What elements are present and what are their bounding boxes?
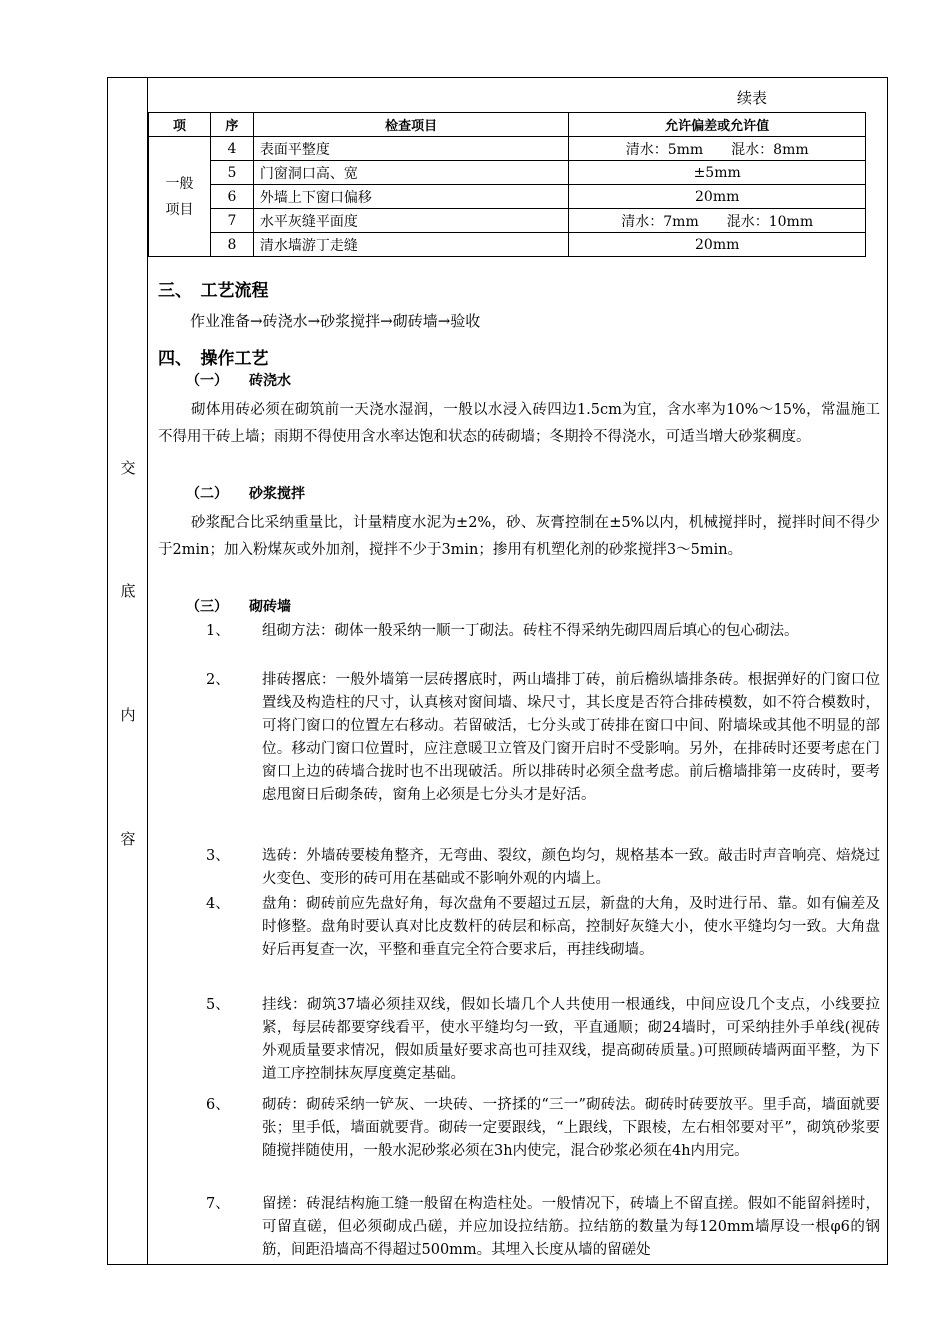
item-number: 7、 (206, 1196, 230, 1212)
row-no: 4 (210, 137, 253, 161)
continued-label: 续表 (737, 89, 768, 107)
row-value: 清水：5mm 混水：8mm (569, 137, 866, 161)
row-value: 20mm (569, 185, 866, 209)
item-number: 6、 (206, 1097, 230, 1113)
subsection-title: （三） 砌砖墙 (186, 599, 291, 615)
row-no: 5 (210, 161, 253, 185)
section-title: 三、 工艺流程 (158, 281, 269, 301)
item-text: 组砌方法：砌体一般采纳一顺一丁砌法。砖柱不得采纳先砌四周后填心的包心砌法。 (262, 623, 799, 639)
item-text: 选砖：外墙砖要棱角整齐，无弯曲、裂纹，颜色均匀，规格基本一致。敲击时声音响亮、焙烧过火变色、变形的砖可用在基础或不影响外观的内墙上。 (262, 848, 880, 887)
table-row (149, 137, 866, 161)
item-text: 排砖撂底：一般外墙第一层砖撂底时，两山墙排丁砖，前后檐纵墙排条砖。根据弹好的门窗口位置线及构造柱的尺寸，认真核对窗间墙、垛尺寸，其长度是否符合排砖模数，如不符合模数时，可将门窗口的位置左右移动。若留破活，七分头或丁砖排在窗口中间、附墙垛或其他不明显的部位。移动门窗口位置时，应注意暖卫立管及门窗开启时不受影响。另外，在排砖时还要考虑在门窗口上边的砖墙合拢时也不出现破活。所以排砖时必须全盘考虑。前后檐墙排第一皮砖时，要考虑甩窗日后砌条砖，窗角上必须是七分头才是好活。 (262, 672, 880, 803)
subsection-title: （一） 砖浇水 (186, 373, 291, 389)
list-item (158, 1193, 880, 1263)
row-no: 6 (210, 185, 253, 209)
list-item (158, 845, 880, 891)
header-check: 检查项目 (253, 113, 568, 137)
table-header-row (149, 113, 866, 137)
group-label: 一般项目 (149, 137, 211, 257)
side-char: 底 (120, 582, 136, 600)
row-item: 门窗洞口高、宽 (253, 161, 568, 185)
item-number: 4、 (206, 896, 230, 912)
row-item: 表面平整度 (253, 137, 568, 161)
item-number: 1、 (206, 623, 230, 639)
row-item: 水平灰缝平面度 (253, 209, 568, 233)
row-value: 清水：7mm 混水：10mm (569, 209, 866, 233)
item-number: 2、 (206, 672, 230, 688)
paragraph: 砌体用砖必须在砌筑前一天浇水湿润，一般以水浸入砖四边1.5cm为宜，含水率为10%～15%，常温施工不得用干砖上墙；雨期不得使用含水率达饱和状态的砖砌墙；冬期拎不得浇水，可适当增大砂浆稠度。 (158, 402, 880, 445)
item-text: 盘角：砌砖前应先盘好角，每次盘角不要超过五层，新盘的大角，及时进行吊、靠。如有偏差及时修整。盘角时要认真对比皮数杆的砖层和标高，控制好灰缝大小，使水平缝均匀一致。大角盘好后再复查一次，平整和垂直完全符合要求后，再挂线砌墙。 (262, 896, 880, 958)
row-no: 8 (210, 233, 253, 257)
header-tolerance: 允许偏差或允许值 (569, 113, 866, 137)
row-value: 20mm (569, 233, 866, 257)
item-text: 砌砖：砌砖采纳一铲灰、一块砖、一挤揉的“三一”砌砖法。砌砖时砖要放平。里手高，墙面就要张；里手低，墙面就要背。砌砖一定要跟线，“上跟线，下跟棱，左右相邻要对平”，砌筑砂浆要随搅拌随使用，一般水泥砂浆必须在3h内使完，混合砂浆必须在4h内用完。 (262, 1097, 880, 1159)
subsection-title: （二） 砂浆搅拌 (186, 486, 305, 502)
header-item: 项 (149, 113, 211, 137)
row-value: ±5mm (569, 161, 866, 185)
inspection-table (148, 112, 866, 257)
table-row (149, 233, 866, 257)
header-no: 序 (210, 113, 253, 137)
list-item (158, 620, 880, 643)
item-text: 留搓：砖混结构施工缝一般留在构造柱处。一般情况下，砖墙上不留直搓。假如不能留斜搓时，可留直磋，但必须砌成凸磋，并应加设拉结筋。拉结筋的数量为每120mm墙厚设一根φ6的钢筋，间距沿墙高不得超过500mm。其埋入长度从墙的留磋处 (262, 1196, 880, 1258)
side-char: 内 (120, 706, 136, 724)
process-flow: 作业准备→砖浇水→砂浆搅拌→砌砖墙→验收 (190, 312, 481, 330)
row-item: 清水墙游丁走缝 (253, 233, 568, 257)
item-number: 5、 (206, 997, 230, 1013)
paragraph: 砂浆配合比采纳重量比，计量精度水泥为±2%，砂、灰膏控制在±5%以内，机械搅拌时，搅拌时间不得少于2min；加入粉煤灰或外加剂，搅拌不少于3min；掺用有机塑化剂的砂浆搅拌3～5min。 (158, 515, 880, 558)
list-item (158, 893, 880, 962)
list-item (158, 669, 880, 807)
table-row (149, 185, 866, 209)
table-row (149, 209, 866, 233)
side-char: 交 (120, 459, 136, 477)
side-column (108, 78, 148, 1264)
item-text: 挂线：砌筑37墙必须挂双线，假如长墙几个人共使用一根通线，中间应设几个支点，小线要拉紧，每层砖都要穿线看平，使水平缝均匀一致，平直通顺；砌24墙时，可采纳挂外手单线(视砖外观质量要求情况，假如质量好要求高也可挂双线，提高砌砖质量。)可照顾砖墙两面平整，为下道工序控制抹灰厚度奠定基础。 (262, 997, 880, 1082)
list-item (158, 994, 880, 1086)
row-no: 7 (210, 209, 253, 233)
side-char: 容 (120, 830, 136, 848)
section-title: 四、 操作工艺 (158, 349, 269, 369)
row-item: 外墙上下窗口偏移 (253, 185, 568, 209)
table-row (149, 161, 866, 185)
item-number: 3、 (206, 848, 230, 864)
list-item (158, 1094, 880, 1163)
